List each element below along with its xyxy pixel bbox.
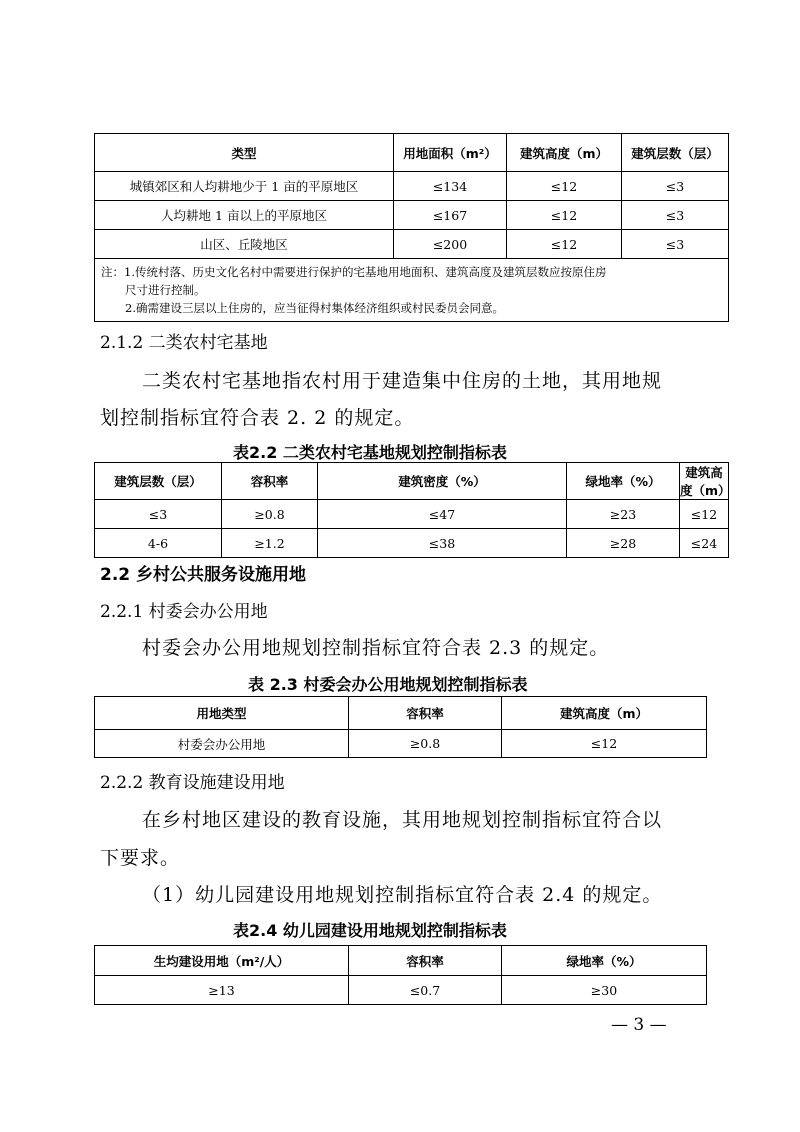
section-heading: 2.2.1 村委会办公用地 [100, 602, 268, 622]
table-homestead-type2 [94, 462, 729, 558]
table-note-row [95, 259, 729, 322]
table-cell: ≤38 [318, 529, 567, 558]
table-header-row [95, 697, 707, 730]
table-cell: ≤12 [507, 230, 622, 259]
header-cell: 建筑高度（m） [502, 697, 707, 730]
table-row [95, 976, 707, 1005]
table-cell: ≤12 [507, 172, 622, 201]
table-cell: ≤134 [394, 172, 507, 201]
header-cell: 建筑层数（层） [622, 134, 729, 172]
table-homestead-type1 [94, 133, 729, 322]
table-cell: 城镇郊区和人均耕地少于 1 亩的平原地区 [95, 172, 394, 201]
table-cell: 山区、丘陵地区 [95, 230, 394, 259]
table-caption: 表2.4 幼儿园建设用地规划控制指标表 [233, 921, 507, 940]
table-cell: 4-6 [95, 529, 222, 558]
header-cell: 容积率 [349, 697, 502, 730]
table-cell: ≤3 [622, 201, 729, 230]
paragraph: 村委会办公用地规划控制指标宜符合表 2.3 的规定。 [142, 637, 610, 659]
note-line: 注：1.传统村落、历史文化名村中需要进行保护的宅基地用地面积、建筑高度及建筑层数应按原住房 [101, 265, 607, 279]
note-line: 尺寸进行控制。 [125, 283, 206, 297]
table-cell: 人均耕地 1 亩以上的平原地区 [95, 201, 394, 230]
table-row [95, 529, 729, 558]
paragraph: 二类农村宅基地指农村用于建造集中住房的土地，其用地规 [142, 370, 663, 392]
paragraph: （1）幼儿园建设用地规划控制指标宜符合表 2.4 的规定。 [142, 884, 663, 906]
table-row [95, 730, 707, 758]
table-header-row [95, 134, 729, 172]
table-cell: ≤200 [394, 230, 507, 259]
table-cell: ≥0.8 [222, 500, 318, 529]
header-cell: 建筑层数（层） [95, 463, 222, 500]
table-cell: ≤0.7 [349, 976, 502, 1005]
section-heading: 2.2.2 教育设施建设用地 [100, 773, 285, 793]
table-caption: 表 2.3 村委会办公用地规划控制指标表 [248, 675, 528, 694]
table-cell: ≥30 [502, 976, 707, 1005]
table-cell: ≤12 [502, 730, 707, 758]
table-cell: ≥23 [567, 500, 680, 529]
header-cell: 建筑高度（m） [507, 134, 622, 172]
table-village-office [94, 696, 707, 758]
note-line: 2.确需建设三层以上住房的，应当征得村集体经济组织或村民委员会同意。 [125, 301, 504, 315]
table-cell: ≥28 [567, 529, 680, 558]
table-cell: ≤167 [394, 201, 507, 230]
table-caption: 表2.2 二类农村宅基地规划控制指标表 [233, 443, 507, 462]
section-heading: 2.1.2 二类农村宅基地 [100, 333, 268, 353]
header-cell: 用地类型 [95, 697, 349, 730]
header-cell: 用地面积（m²） [394, 134, 507, 172]
table-cell: ≤47 [318, 500, 567, 529]
table-header-row [95, 463, 729, 500]
table-header-row [95, 946, 707, 976]
paragraph: 下要求。 [100, 847, 181, 869]
table-row [95, 230, 729, 259]
header-cell: 生均建设用地（m²/人） [95, 946, 349, 976]
table-cell: ≥1.2 [222, 529, 318, 558]
table-cell: ≥0.8 [349, 730, 502, 758]
table-cell: ≤12 [680, 500, 729, 529]
header-cell: 建筑密度（%） [318, 463, 567, 500]
header-cell: 建筑高度（m） [680, 463, 729, 500]
table-cell: ≤12 [507, 201, 622, 230]
table-cell: ≤3 [622, 172, 729, 201]
paragraph: 划控制指标宜符合表 2. 2 的规定。 [100, 407, 415, 429]
header-cell: 类型 [95, 134, 394, 172]
page-number: — 3 — [611, 1015, 667, 1035]
header-cell: 容积率 [349, 946, 502, 976]
header-cell: 绿地率（%） [567, 463, 680, 500]
table-cell: ≥13 [95, 976, 349, 1005]
header-cell: 容积率 [222, 463, 318, 500]
paragraph: 在乡村地区建设的教育设施，其用地规划控制指标宜符合以 [142, 809, 663, 831]
table-row [95, 201, 729, 230]
table-cell: ≤3 [622, 230, 729, 259]
section-heading: 2.2 乡村公共服务设施用地 [100, 565, 307, 585]
header-cell: 绿地率（%） [502, 946, 707, 976]
table-cell: 村委会办公用地 [95, 730, 349, 758]
table-kindergarten [94, 945, 707, 1005]
table-note [95, 259, 729, 322]
table-cell: ≤3 [95, 500, 222, 529]
table-cell: ≤24 [680, 529, 729, 558]
table-row [95, 500, 729, 529]
table-row [95, 172, 729, 201]
